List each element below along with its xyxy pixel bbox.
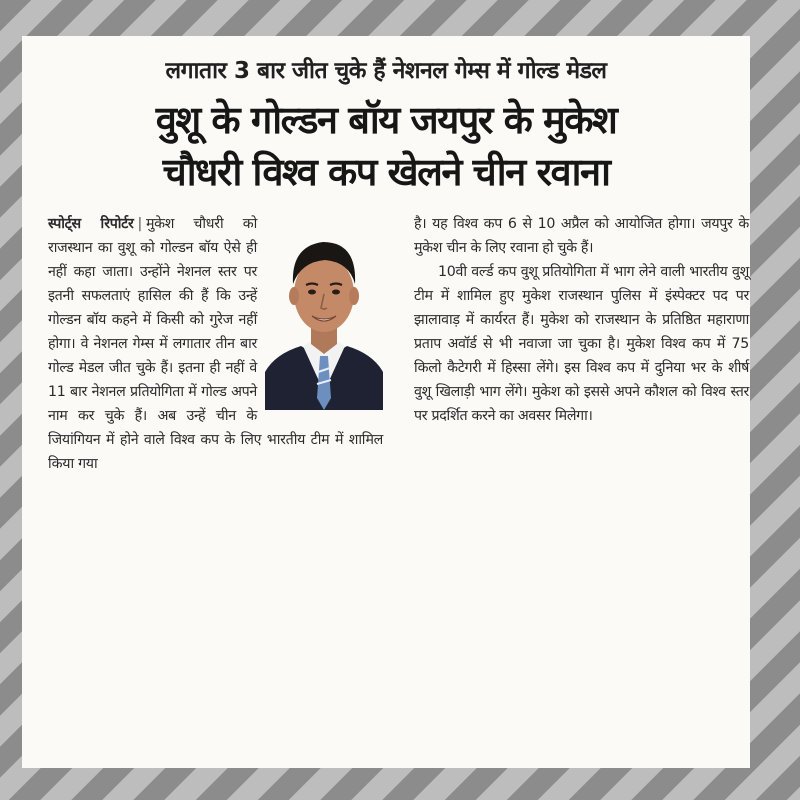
- headline-line-2: चौधरी विश्व कप खेलने चीन रवाना: [162, 150, 610, 194]
- left-column-text: मुकेश चौधरी को राजस्थान का वुशू को गोल्डन बॉय ऐसे ही नहीं कहा जाता। उन्होंने नेशनल स्तर पर इतनी सफलताएं हासिल की हैं कि उन्हें गोल्डन बॉय कहने में किसी को गुरेज नहीं होगा। वे नेशनल गेम्स में लगातार तीन बार गोल्ड मेडल जीत चुके हैं। इतना ही नहीं वे 11 बार नेशनल प्रतियोगिता में गोल्ड अपने नाम कर चुके हैं। अब उन्हें चीन के जियांगियन में होने वाले विश्व कप के लिए भारतीय टीम में शामिल किया गया: [48, 216, 383, 472]
- article-body: [46, 212, 749, 672]
- byline-separator: |: [137, 216, 142, 232]
- headline-line-1: वुशू के गोल्डन बॉय जयपुर के मुकेश: [155, 98, 617, 142]
- byline: स्पोर्ट्स रिपोर्टर: [48, 216, 134, 232]
- newspaper-clipping: [22, 36, 750, 768]
- right-column: [414, 212, 749, 428]
- left-column: [48, 212, 383, 476]
- right-column-paragraph-2: 10वी वर्ल्ड कप वुशू प्रतियोगिता में भाग लेने वाली भारतीय वुशू टीम में शामिल हुए मुकेश राजस्थान पुलिस में इंस्पेक्टर पद पर झालावाड़ में कार्यरत हैं। मुकेश को राजस्थान के प्रतिष्ठित महाराणा प्रताप अवॉर्ड से भी नवाजा जा चुका है। मुकेश विश्व कप में 75 किलो कैटेगरी में हिस्सा लेंगे। इस विश्व कप में दुनिया भर के शीर्ष वुशू खिलाड़ी भाग लेंगे। मुकेश को इससे अपने कौशल को विश्व स्तर पर प्रदर्शित करने का अवसर मिलेगा।: [414, 264, 749, 424]
- right-column-paragraph-1: है। यह विश्व कप 6 से 10 अप्रैल को आयोजित होगा। जयपुर के मुकेश चीन के लिए रवाना हो चुके हैं।: [414, 216, 749, 256]
- portrait-photo: [265, 222, 383, 410]
- main-headline: [46, 94, 726, 198]
- kicker-headline: लगातार 3 बार जीत चुके हैं नेशनल गेम्स में गोल्ड मेडल: [165, 58, 607, 84]
